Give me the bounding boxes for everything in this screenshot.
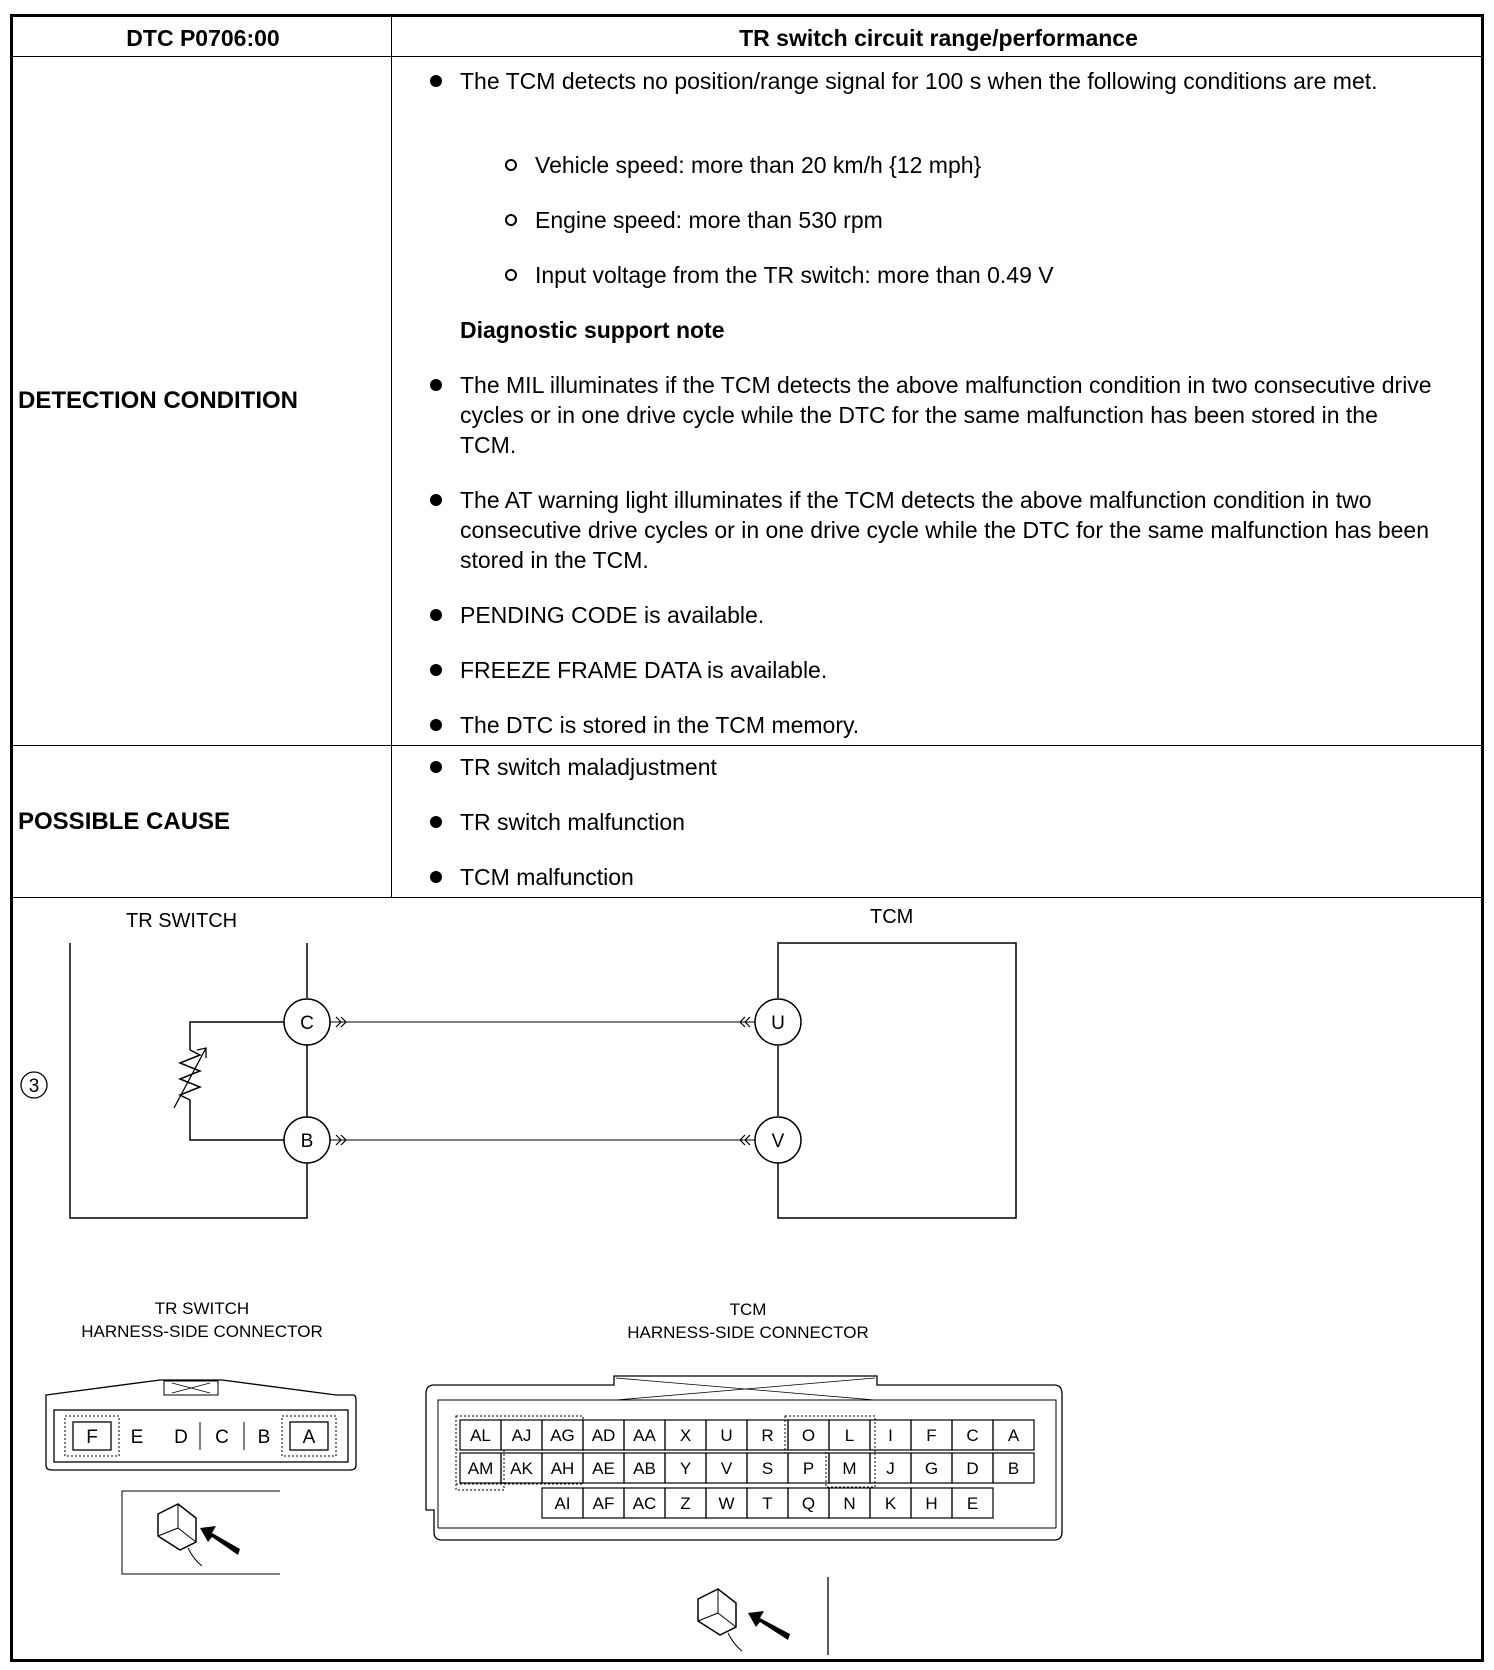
tcm-label: TCM bbox=[870, 906, 914, 928]
tcm-pin-label: K bbox=[884, 1494, 897, 1513]
tcm-pin-label: AI bbox=[554, 1494, 571, 1513]
tcm-pin-label: I bbox=[888, 1426, 893, 1445]
note-item: PENDING CODE is available. bbox=[460, 600, 1440, 630]
tcm-connector-title: TCM HARNESS-SIDE CONNECTOR bbox=[627, 1300, 869, 1342]
tr-connector bbox=[46, 1380, 356, 1470]
resistor-arrow bbox=[174, 1048, 206, 1108]
tcm-pin-label: AA bbox=[633, 1426, 656, 1445]
condition-item: Vehicle speed: more than 20 km/h {12 mph} bbox=[535, 152, 982, 178]
tcm-pin-label: R bbox=[761, 1426, 774, 1445]
tcm-pin-label: AB bbox=[633, 1459, 656, 1478]
tcm-pin-label: P bbox=[802, 1459, 815, 1478]
detection-label: DETECTION CONDITION bbox=[18, 387, 298, 414]
tcm-pin-label: AD bbox=[591, 1426, 616, 1445]
tcm-pin-label: S bbox=[761, 1459, 774, 1478]
resistor-lead bbox=[190, 1022, 286, 1050]
tcm-pin-label: AL bbox=[470, 1426, 491, 1445]
tcm-pin-label: AE bbox=[592, 1459, 615, 1478]
tcm-pin-label: A bbox=[1007, 1426, 1020, 1445]
tcm-pin-label: X bbox=[679, 1426, 692, 1445]
tcm-pin-label: AG bbox=[550, 1426, 575, 1445]
condition-item: Engine speed: more than 530 rpm bbox=[535, 207, 883, 233]
tr-terminal-label: B bbox=[300, 1131, 314, 1152]
tcm-pin-label: G bbox=[924, 1459, 939, 1478]
tcm-pin-label: N bbox=[843, 1494, 856, 1513]
tr-connector-title: TR SWITCH HARNESS-SIDE CONNECTOR bbox=[81, 1299, 323, 1341]
tcm-pin-label: M bbox=[842, 1459, 857, 1478]
tcm-pin-label: W bbox=[718, 1494, 735, 1513]
tcm-pin-label: AF bbox=[592, 1494, 615, 1513]
tcm-terminal-label: V bbox=[771, 1131, 785, 1152]
tcm-pin-label: AM bbox=[467, 1459, 494, 1478]
connector-view-icon bbox=[698, 1577, 828, 1655]
tcm-pin-label: D bbox=[966, 1459, 979, 1478]
possible-cause-label: POSSIBLE CAUSE bbox=[18, 808, 231, 835]
tcm-pin-label: AJ bbox=[511, 1426, 532, 1445]
tcm-pin-label: Z bbox=[680, 1494, 691, 1513]
condition-item: Input voltage from the TR switch: more than 0.49 V bbox=[535, 262, 1054, 288]
cause-item: TR switch malfunction bbox=[460, 807, 1440, 837]
tr-terminal-label: C bbox=[300, 1013, 314, 1034]
tcm-connector bbox=[426, 1376, 1062, 1540]
note-item: The MIL illuminates if the TCM detects the above malfunction condition in two consecutive drive cycles or in one drive cycle while the DTC for the same malfunction has been stored in the TCM. bbox=[460, 370, 1440, 460]
tr-switch-label: TR SWITCH bbox=[126, 910, 238, 932]
tcm-pin-label: AH bbox=[550, 1459, 575, 1478]
tcm-pin-label: U bbox=[720, 1426, 733, 1445]
tcm-pin-label: T bbox=[762, 1494, 773, 1513]
tr-pin-label: D bbox=[174, 1427, 188, 1448]
tcm-pin-label: AC bbox=[632, 1494, 657, 1513]
dtc-title: TR switch circuit range/performance bbox=[739, 24, 1138, 51]
cause-item: TCM malfunction bbox=[460, 862, 1440, 892]
tcm-pin-label: C bbox=[966, 1426, 979, 1445]
note-item: The DTC is stored in the TCM memory. bbox=[460, 710, 1440, 740]
tr-pin-label: F bbox=[86, 1427, 98, 1448]
tcm-pin-label: Q bbox=[801, 1494, 816, 1513]
connector-symbol bbox=[336, 1017, 750, 1145]
dtc-code: DTC P0706:00 bbox=[126, 24, 280, 51]
tcm-pin-label: B bbox=[1007, 1459, 1020, 1478]
tr-pin-label: E bbox=[130, 1427, 144, 1448]
tcm-pin-label: V bbox=[720, 1459, 733, 1478]
tcm-pin-label: E bbox=[966, 1494, 979, 1513]
tcm-pin-label: L bbox=[844, 1426, 855, 1445]
note-heading: Diagnostic support note bbox=[460, 317, 725, 343]
tr-pin-label: B bbox=[257, 1427, 271, 1448]
tcm-body bbox=[778, 943, 1016, 1218]
tcm-pin-label: Y bbox=[679, 1459, 692, 1478]
tcm-pin-label: F bbox=[926, 1426, 937, 1445]
note-item: The AT warning light illuminates if the TCM detects the above malfunction condition in two consecutive drive cycles or in one drive cycle while the DTC for the same malfunction has been stored in the TCM. bbox=[460, 485, 1440, 575]
detection-main: The TCM detects no position/range signal for 100 s when the following conditions are met. bbox=[460, 66, 1440, 96]
tr-pin-label: C bbox=[215, 1427, 229, 1448]
tcm-pin-label: AK bbox=[510, 1459, 533, 1478]
cause-item: TR switch maladjustment bbox=[460, 752, 1440, 782]
tcm-pin-label: J bbox=[886, 1459, 895, 1478]
connector-view-icon bbox=[122, 1491, 280, 1574]
tcm-terminal-label: U bbox=[771, 1013, 785, 1034]
tcm-pin-label: O bbox=[801, 1426, 816, 1445]
tr-pin-label: A bbox=[302, 1427, 316, 1448]
tcm-pin-label: H bbox=[925, 1494, 938, 1513]
note-item: FREEZE FRAME DATA is available. bbox=[460, 655, 1440, 685]
resistor-lead bbox=[190, 1100, 286, 1140]
callout-number: 3 bbox=[28, 1076, 40, 1097]
